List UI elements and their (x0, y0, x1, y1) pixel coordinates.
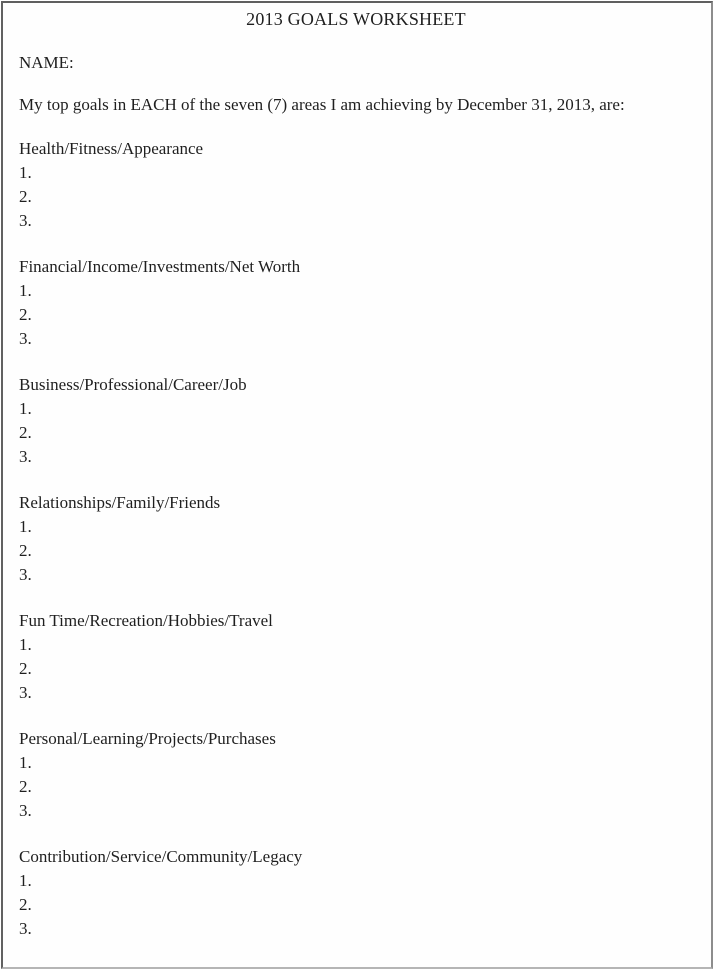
intro-text: My top goals in EACH of the seven (7) areas I am achieving by December 31, 2013, are: (19, 95, 625, 114)
goal-number: 3. (19, 683, 32, 702)
section-health (19, 137, 693, 233)
worksheet-page (1, 1, 713, 969)
goal-sections (19, 137, 693, 941)
section-heading: Fun Time/Recreation/Hobbies/Travel (19, 611, 273, 630)
page-title: 2013 GOALS WORKSHEET (246, 9, 466, 29)
goal-number: 2. (19, 541, 32, 560)
section-contribution (19, 845, 693, 941)
section-business (19, 373, 693, 469)
section-heading: Personal/Learning/Projects/Purchases (19, 729, 276, 748)
goal-number: 3. (19, 801, 32, 820)
section-heading: Relationships/Family/Friends (19, 493, 221, 512)
goal-number: 2. (19, 423, 32, 442)
goal-number: 1. (19, 635, 32, 654)
section-heading: Financial/Income/Investments/Net Worth (19, 257, 301, 276)
goal-number: 1. (19, 753, 32, 772)
goal-number: 3. (19, 919, 32, 938)
goal-number: 2. (19, 305, 32, 324)
section-fun-time (19, 609, 693, 705)
name-label: NAME: (19, 53, 74, 72)
section-personal (19, 727, 693, 823)
goal-number: 2. (19, 895, 32, 914)
goal-number: 3. (19, 447, 32, 466)
goal-number: 1. (19, 281, 32, 300)
goal-number: 3. (19, 565, 32, 584)
goal-number: 3. (19, 329, 32, 348)
goal-number: 2. (19, 659, 32, 678)
goal-number: 1. (19, 163, 32, 182)
section-heading: Business/Professional/Career/Job (19, 375, 247, 394)
section-heading: Contribution/Service/Community/Legacy (19, 847, 303, 866)
goal-number: 3. (19, 211, 32, 230)
goal-number: 2. (19, 187, 32, 206)
goal-number: 2. (19, 777, 32, 796)
goal-number: 1. (19, 871, 32, 890)
goal-number: 1. (19, 517, 32, 536)
section-heading: Health/Fitness/Appearance (19, 139, 204, 158)
goal-number: 1. (19, 399, 32, 418)
section-financial (19, 255, 693, 351)
section-relationships (19, 491, 693, 587)
